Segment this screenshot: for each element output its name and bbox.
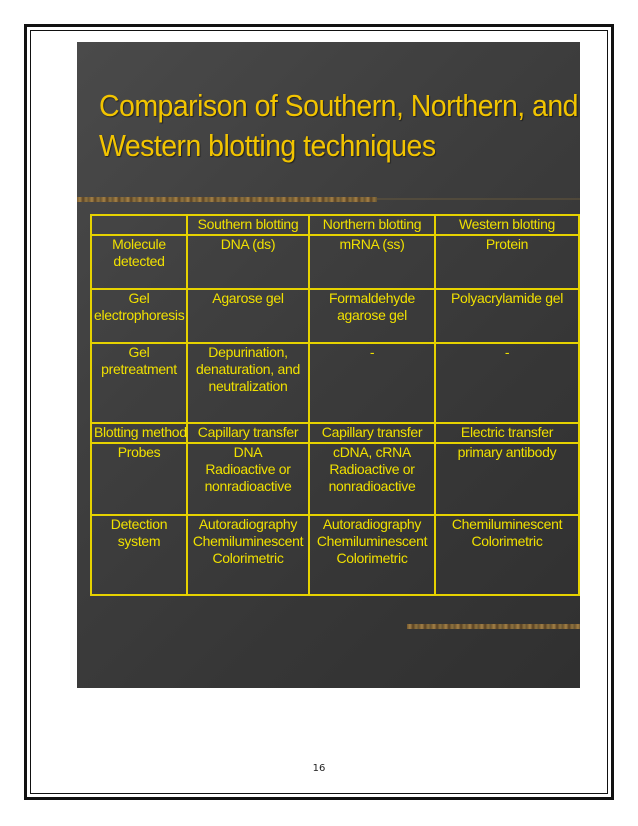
header-cell-southern: Southern blotting [187,215,309,235]
table-row [91,289,579,343]
cell-text-line: Agarose gel [212,290,284,306]
table-row [91,423,579,443]
table-cell-southern [187,515,309,595]
cell-text-line: Autoradiography [322,516,422,532]
cell-text-line: Colorimetric [471,533,543,549]
cell-text-line: Chemiluminescent [316,533,428,549]
cell-text-line: cDNA, cRNA [333,444,411,460]
cell-text-line: Protein [485,236,529,252]
cell-text-line: DNA [233,444,263,460]
table-cell-southern [187,443,309,515]
table-cell-northern [309,443,435,515]
cell-text-line: neutralization [208,378,288,394]
table-cell-northern [309,343,435,423]
table-cell-southern [187,423,309,443]
row-label-cell [91,289,187,343]
table-row [91,235,579,289]
table-cell-northern [309,515,435,595]
cell-text-line: system [117,533,161,549]
table-cell-western [435,289,579,343]
cell-text-line: Autoradiography [198,516,298,532]
table-cell-southern [187,343,309,423]
decorative-strip-top [77,197,377,202]
cell-text-line: agarose gel [337,307,407,323]
cell-text-line: Radioactive or [205,461,291,477]
cell-text-line: Capillary transfer [197,424,299,440]
table-header-row [91,215,579,235]
cell-text-line: Colorimetric [212,550,284,566]
slide-title-line-2: Western blotting techniques [99,128,436,163]
table-cell-western [435,515,579,595]
table-cell-western [435,343,579,423]
table-cell-northern [309,235,435,289]
cell-text-line: Detection [110,516,168,532]
cell-text-line: Gel [128,344,150,360]
slide-image [77,42,580,688]
cell-text-line: Blotting method [94,424,187,440]
cell-text-line: detected [113,253,165,269]
header-cell-northern: Northern blotting [309,215,435,235]
cell-text-line: Formaldehyde [329,290,415,306]
row-label-cell [91,515,187,595]
cell-text-line: Colorimetric [336,550,408,566]
cell-text-line: Electric transfer [460,424,554,440]
page-number: 16 [312,763,326,774]
comparison-table [90,214,580,596]
cell-text-line: Chemiluminescent [192,533,304,549]
cell-text-line: Chemiluminescent [451,516,563,532]
header-cell-western: Western blotting [435,215,579,235]
cell-text-line: - [504,344,510,360]
table-cell-western [435,235,579,289]
cell-text-line: nonradioactive [328,478,416,494]
header-cell-empty [91,215,187,235]
table-cell-western [435,443,579,515]
row-label-cell [91,443,187,515]
cell-text-line: denaturation, and [196,361,300,377]
row-label-cell [91,235,187,289]
cell-text-line: primary antibody [457,444,557,460]
table-cell-northern [309,423,435,443]
cell-text-line: Depurination, [208,344,288,360]
table-cell-northern [309,289,435,343]
slide-title-line-1: Comparison of Southern, Northern, and [99,88,578,123]
cell-text-line: Capillary transfer [321,424,423,440]
decorative-strip-bottom [407,624,580,629]
cell-text-line: mRNA (ss) [339,236,405,252]
cell-text-line: Radioactive or [329,461,415,477]
row-label-cell [91,423,187,443]
table-row [91,443,579,515]
cell-text-line: Polyacrylamide gel [450,290,564,306]
table-row [91,343,579,423]
cell-text-line: Probes [117,444,161,460]
table-cell-southern [187,289,309,343]
cell-text-line: Gel [128,290,150,306]
cell-text-line: - [369,344,375,360]
cell-text-line: Molecule [112,236,166,252]
cell-text-line: electrophoresis [94,307,185,323]
cell-text-line: DNA (ds) [220,236,276,252]
cell-text-line: nonradioactive [204,478,292,494]
table-cell-western [435,423,579,443]
row-label-cell [91,343,187,423]
cell-text-line: pretreatment [101,361,177,377]
table-cell-southern [187,235,309,289]
table-row [91,515,579,595]
slide-title [99,86,578,166]
